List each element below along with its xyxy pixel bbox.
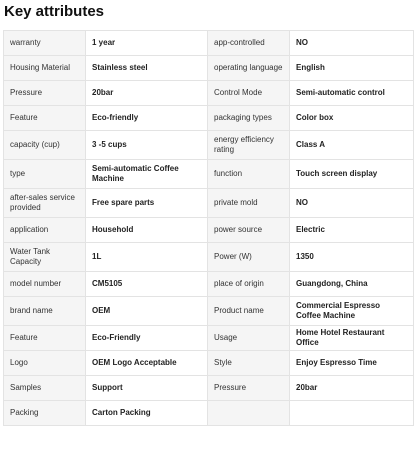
table-row: [4, 243, 414, 272]
attribute-label: application: [4, 218, 86, 243]
attribute-label: Feature: [4, 326, 86, 351]
attribute-label: operating language: [208, 56, 290, 81]
attribute-value: 1350: [290, 243, 414, 272]
table-row: [4, 351, 414, 376]
attribute-label: private mold: [208, 189, 290, 218]
attribute-value: CM5105: [86, 272, 208, 297]
table-row: [4, 272, 414, 297]
attribute-label: capacity (cup): [4, 131, 86, 160]
attribute-label: after-sales service provided: [4, 189, 86, 218]
table-row: [4, 326, 414, 351]
attribute-value: [290, 401, 414, 426]
attribute-value: 1L: [86, 243, 208, 272]
attribute-label: type: [4, 160, 86, 189]
section-title: Key attributes: [4, 3, 105, 20]
attribute-label: app-controlled: [208, 31, 290, 56]
attribute-label: Feature: [4, 106, 86, 131]
attribute-label: Samples: [4, 376, 86, 401]
table-row: [4, 31, 414, 56]
attribute-value: Touch screen display: [290, 160, 414, 189]
attribute-value: Class A: [290, 131, 414, 160]
attribute-label: place of origin: [208, 272, 290, 297]
table-row: [4, 131, 414, 160]
attribute-label: Water Tank Capacity: [4, 243, 86, 272]
attribute-label: packaging types: [208, 106, 290, 131]
attribute-label: Pressure: [208, 376, 290, 401]
attribute-value: Commercial Espresso Coffee Machine: [290, 297, 414, 326]
table-row: [4, 81, 414, 106]
attribute-label: Logo: [4, 351, 86, 376]
attributes-table-body: [4, 31, 414, 426]
attribute-label: brand name: [4, 297, 86, 326]
attribute-label: Usage: [208, 326, 290, 351]
attribute-value: Eco-Friendly: [86, 326, 208, 351]
attribute-value: Stainless steel: [86, 56, 208, 81]
attribute-value: English: [290, 56, 414, 81]
attribute-label: function: [208, 160, 290, 189]
table-row: [4, 401, 414, 426]
attribute-label: warranty: [4, 31, 86, 56]
attribute-value: NO: [290, 31, 414, 56]
table-row: [4, 376, 414, 401]
attribute-label: power source: [208, 218, 290, 243]
table-row: [4, 56, 414, 81]
attribute-label: Pressure: [4, 81, 86, 106]
attribute-value: Semi-automatic control: [290, 81, 414, 106]
attributes-table: [3, 30, 414, 426]
attribute-label: Control Mode: [208, 81, 290, 106]
attribute-label: Packing: [4, 401, 86, 426]
table-row: [4, 106, 414, 131]
attribute-value: 3 -5 cups: [86, 131, 208, 160]
attribute-label: Power (W): [208, 243, 290, 272]
attribute-value: Semi-automatic Coffee Machine: [86, 160, 208, 189]
attribute-value: Home Hotel Restaurant Office: [290, 326, 414, 351]
attribute-value: Free spare parts: [86, 189, 208, 218]
attribute-value: Guangdong, China: [290, 272, 414, 297]
attribute-value: Enjoy Espresso Time: [290, 351, 414, 376]
attribute-label: Product name: [208, 297, 290, 326]
table-row: [4, 297, 414, 326]
attribute-label: energy efficiency rating: [208, 131, 290, 160]
attribute-value: 1 year: [86, 31, 208, 56]
attribute-value: OEM Logo Acceptable: [86, 351, 208, 376]
attribute-value: NO: [290, 189, 414, 218]
attribute-value: 20bar: [290, 376, 414, 401]
attribute-value: Eco-friendly: [86, 106, 208, 131]
table-row: [4, 218, 414, 243]
attribute-value: Support: [86, 376, 208, 401]
attribute-value: Color box: [290, 106, 414, 131]
table-row: [4, 189, 414, 218]
attribute-value: 20bar: [86, 81, 208, 106]
attribute-label: model number: [4, 272, 86, 297]
attribute-label: Style: [208, 351, 290, 376]
attribute-value: OEM: [86, 297, 208, 326]
attribute-value: Carton Packing: [86, 401, 208, 426]
attribute-label: Housing Material: [4, 56, 86, 81]
attribute-value: Electric: [290, 218, 414, 243]
table-row: [4, 160, 414, 189]
attribute-label: [208, 401, 290, 426]
attribute-value: Household: [86, 218, 208, 243]
